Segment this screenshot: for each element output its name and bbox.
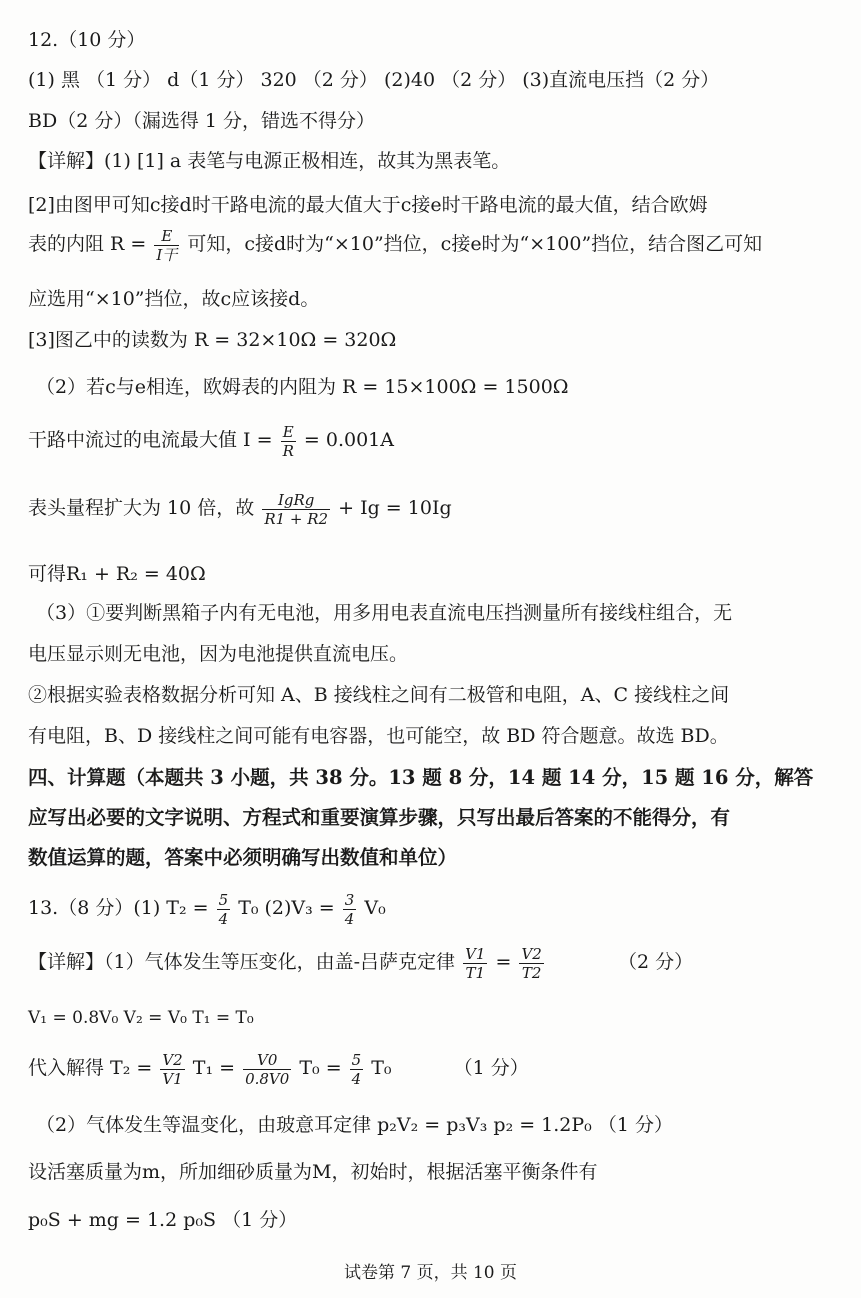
q13-detail-3: 代入解得 T₂ = $\frac{V2}{V1}$ T₁ = $\frac{V0}{0.8V0}$ T₀ = $\frac{5}{4}$ T₀ （1 分）	[28, 1050, 529, 1088]
q12-detail-9: 可得R₁ + R₂ = 40Ω	[28, 563, 206, 585]
q12-detail-12: ②根据实验表格数据分析可知 A、B 接线柱之间有二极管和电阻，A、C 接线柱之间	[28, 684, 730, 706]
q12-detail-6: （2）若c与e相连，欧姆表的内阻为 R = 15×100Ω = 1500Ω	[36, 376, 569, 398]
q12-detail-3: 表的内阻 R = $\frac{E}{\text{I干}}$ 可知，c接d时为“×10”挡位，c接e时为“×100”挡位，结合图乙可知	[28, 226, 763, 264]
q12-detail-8: 表头量程扩大为 10 倍，故 $\frac{\text{IgRg}}{R1 + R2}$ + Ig = 10Ig	[28, 490, 452, 528]
section4-line2: 应写出必要的文字说明、方程式和重要演算步骤，只写出最后答案的不能得分，有	[28, 806, 731, 829]
q12-answers-line1: (1) 黑 （1 分） d（1 分） 320 （2 分） (2)40 （2 分） (3)直流电压挡（2 分）	[28, 69, 720, 91]
q12-detail-1: 【详解】(1) [1] a 表笔与电源正极相连，故其为黑表笔。	[28, 150, 511, 172]
page-footer: 试卷第 7 页，共 10 页	[343, 1263, 518, 1283]
fraction: $\frac{V2}{T2}$	[521, 944, 542, 982]
fraction: $\frac{5}{4}$	[218, 890, 229, 928]
fraction: $\frac{V1}{T1}$	[465, 944, 486, 982]
fraction: $\frac{V0}{0.8V0}$	[245, 1050, 290, 1088]
q13-detail-2: V₁ = 0.8V₀ V₂ = V₀ T₁ = T₀	[28, 1008, 254, 1028]
fraction: $\frac{\text{IgRg}}{R1 + R2}$	[264, 490, 329, 528]
q12-detail-4: 应选用“×10”挡位，故c应该接d。	[28, 288, 320, 310]
fraction: $\frac{5}{4}$	[351, 1050, 362, 1088]
q12-answers-line2: BD（2 分）（漏选得 1 分，错选不得分）	[28, 110, 375, 132]
q13-detail-1: 【详解】（1）气体发生等压变化，由盖-吕萨克定律 $\frac{V1}{T1}$ = $\frac{V2}{T2}$ （2 分）	[28, 944, 694, 982]
section4-line1: 四、计算题（本题共 3 小题，共 38 分。13 题 8 分，14 题 14 分，15 题 16 分，解答	[28, 766, 814, 789]
q12-detail-11: 电压显示则无电池，因为电池提供直流电压。	[28, 643, 409, 665]
q12-detail-7: 干路中流过的电流最大值 I = $\frac{E}{R}$ = 0.001A	[28, 422, 394, 460]
q12-detail-13: 有电阻，B、D 接线柱之间可能有电容器，也可能空，故 BD 符合题意。故选 BD。	[28, 725, 729, 747]
fraction: $\frac{V2}{V1}$	[162, 1050, 183, 1088]
q13-header: 13.（8 分）(1) T₂ = $\frac{5}{4}$ T₀ (2)V₃ = $\frac{3}{4}$ V₀	[28, 890, 386, 928]
fraction: $\frac{E}{R}$	[282, 422, 294, 460]
q12-detail-5: [3]图乙中的读数为 R = 32×10Ω = 320Ω	[28, 329, 397, 351]
q12-detail-10: （3）①要判断黑箱子内有无电池，用多用电表直流电压挡测量所有接线柱组合，无	[36, 602, 733, 624]
q12-header: 12.（10 分）	[28, 29, 146, 51]
fraction: $\frac{3}{4}$	[344, 890, 355, 928]
q13-detail-5: 设活塞质量为m，所加细砂质量为M，初始时，根据活塞平衡条件有	[28, 1161, 598, 1183]
fraction: $\frac{E}{\text{I干}}$	[156, 226, 178, 264]
q12-detail-2: [2]由图甲可知c接d时干路电流的最大值大于c接e时干路电流的最大值，结合欧姆	[28, 194, 708, 216]
section4-line3: 数值运算的题，答案中必须明确写出数值和单位）	[28, 846, 458, 869]
q13-detail-6: p₀S + mg = 1.2 p₀S （1 分）	[28, 1209, 298, 1231]
q13-detail-4: （2）气体发生等温变化，由玻意耳定律 p₂V₂ = p₃V₃ p₂ = 1.2P₀ （1 分）	[36, 1114, 673, 1136]
